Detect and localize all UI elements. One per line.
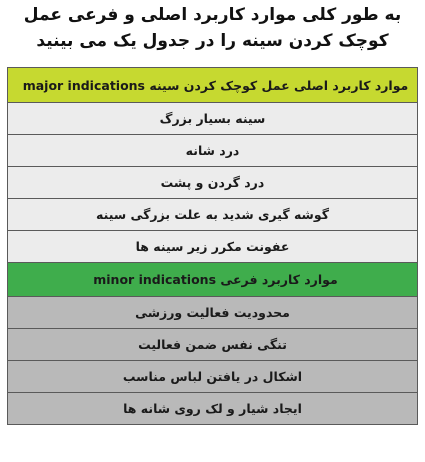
table-row <box>8 135 418 167</box>
major-indications-header <box>8 68 418 103</box>
table-row <box>8 329 418 361</box>
minor-item-1: محدودیت فعالیت ورزشی <box>8 297 418 329</box>
major-indications-header-row <box>8 68 418 103</box>
major-item-5: عفونت مکرر زیر سینه ها <box>8 231 418 263</box>
minor-indications-header <box>8 263 418 297</box>
minor-header-label-en: minor indications <box>93 272 217 287</box>
table-row <box>8 103 418 135</box>
indications-table <box>7 67 418 425</box>
table-row <box>8 297 418 329</box>
major-item-3: درد گردن و پشت <box>8 167 418 199</box>
page-heading <box>8 2 417 62</box>
table-row <box>8 167 418 199</box>
major-header-label-fa: موارد کاربرد اصلی عمل کوچک کردن سینه <box>149 77 409 93</box>
minor-item-3: اشکال در یافتن لباس مناسب <box>8 361 418 393</box>
table-row <box>8 199 418 231</box>
minor-header-label-fa: موارد کاربرد فرعی <box>220 272 338 287</box>
table-row <box>8 393 418 425</box>
major-item-4: گوشه گیری شدید به علت بزرگی سینه <box>8 199 418 231</box>
table-row <box>8 231 418 263</box>
heading-line-1: به طور کلی موارد کاربرد اصلی و فرعی عمل <box>23 5 402 25</box>
major-item-2: درد شانه <box>8 135 418 167</box>
minor-item-4: ایجاد شیار و لک روی شانه ها <box>8 393 418 425</box>
table-row <box>8 361 418 393</box>
major-header-label-en: major indications <box>22 77 145 93</box>
minor-item-2: تنگی نفس ضمن فعالیت <box>8 329 418 361</box>
major-item-1: سینه بسیار بزرگ <box>8 103 418 135</box>
heading-line-2: کوچک کردن سینه را در جدول یک می بینید <box>36 31 389 51</box>
minor-indications-header-row <box>8 263 418 297</box>
